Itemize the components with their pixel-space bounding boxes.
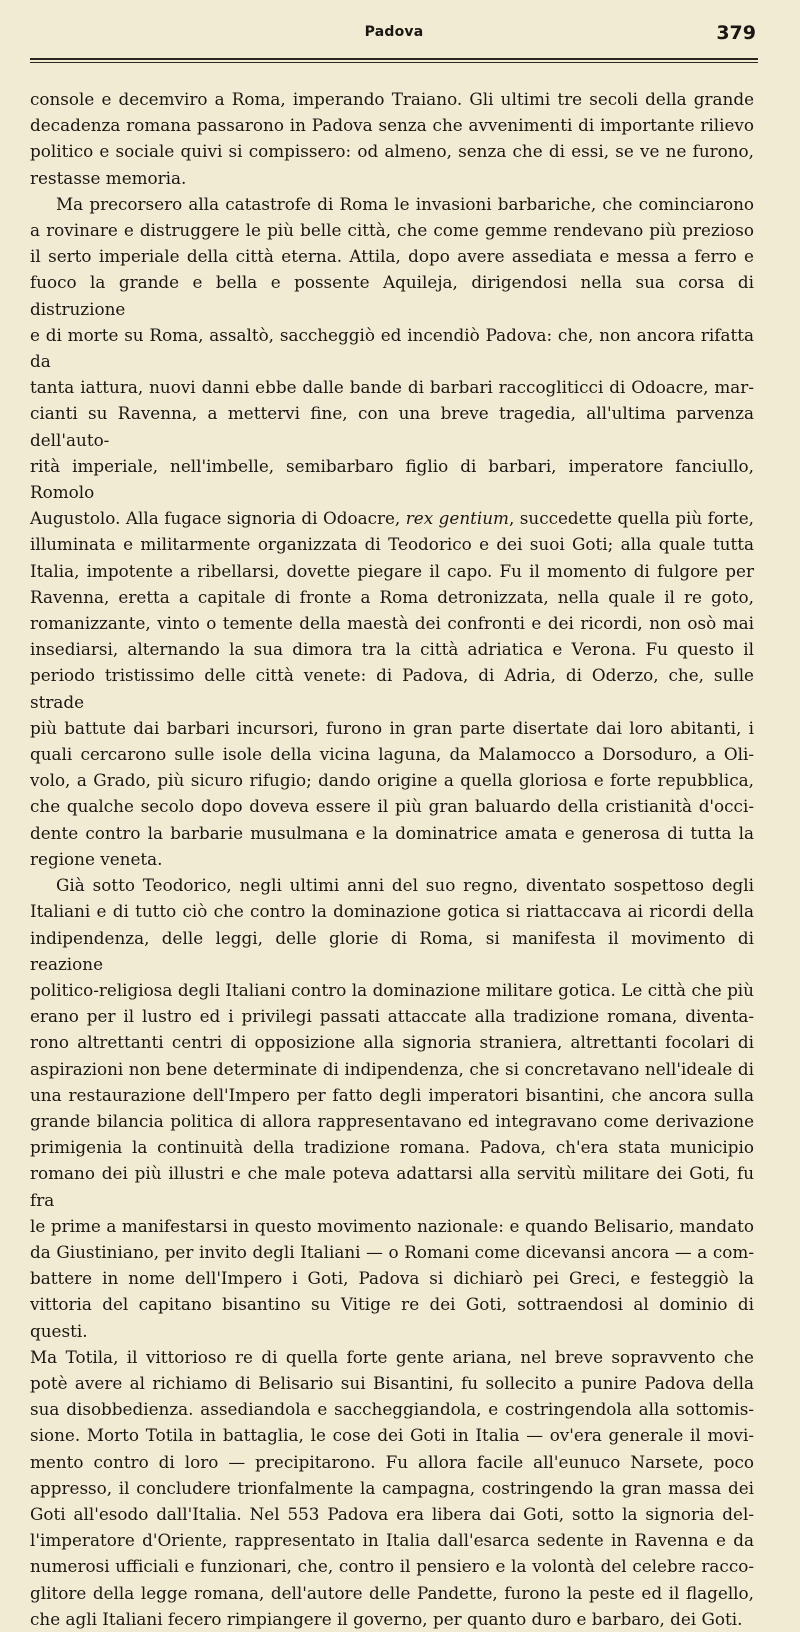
text-line: indipendenza, delle leggi, delle glorie di Roma, si manifesta il movimento di reazione xyxy=(30,927,754,974)
text-line: Italia, impotente a ribellarsi, dovette piegare il capo. Fu il momento di fulgore per xyxy=(30,560,754,581)
text-line: a rovinare e distruggere le più belle città, che come gemme rendevano più prezioso xyxy=(30,220,754,241)
text-line: che qualche secolo dopo doveva essere il più gran baluardo della cristianità d'occi- xyxy=(30,796,754,817)
text-line: romano dei più illustri e che male poteva adattarsi alla servitù militare dei Goti, fu fra xyxy=(30,1163,754,1210)
text-line: le prime a manifestarsi in questo movimento nazionale: e quando Belisario, mandato xyxy=(30,1215,754,1236)
text-line: volo, a Grado, più sicuro rifugio; dando origine a quella gloriosa e forte repubblica, xyxy=(30,770,754,791)
text-line: più battute dai barbari incursori, furono in gran parte disertate dai loro abitanti, i xyxy=(30,717,754,738)
paragraph xyxy=(30,872,754,1632)
text-line: numerosi ufficiali e funzionari, che, contro il pensiero e la volontà del celebre racco- xyxy=(30,1556,754,1577)
running-title: Padova xyxy=(364,24,424,40)
text-line: Già sotto Teodorico, negli ultimi anni del suo regno, diventato sospettoso degli xyxy=(56,875,754,896)
text-line: console e decemviro a Roma, imperando Traiano. Gli ultimi tre secoli della grande xyxy=(30,89,754,109)
text-line: insediarsi, alternando la sua dimora tra la città adriatica e Verona. Fu questo il xyxy=(30,639,754,660)
text-line: romanizzante, vinto o temente della maestà dei confronti e dei ricordi, non osò mai xyxy=(30,613,754,634)
text-line: potè avere al richiamo di Belisario sui Bisantini, fu sollecito a punire Padova della xyxy=(30,1372,754,1393)
text-line: Ravenna, eretta a capitale di fronte a Roma detronizzata, nella quale il re goto, xyxy=(30,586,754,607)
paragraph xyxy=(30,86,754,191)
text-line: fuoco la grande e bella e possente Aquileja, dirigendosi nella sua corsa di distruzione xyxy=(30,272,754,319)
text-line: sua disobbedienza. assediandola e saccheggiandola, e costringendola alla sottomis- xyxy=(30,1399,754,1420)
text-line: Augustolo. Alla fugace signoria di Odoacre, rex gentium, succedette quella più forte, xyxy=(30,508,754,529)
text-line: che agli Italiani fecero rimpiangere il governo, per quanto duro e barbaro, dei Goti. xyxy=(30,1608,743,1629)
body-text xyxy=(30,86,754,1632)
text-line: Ma Totila, il vittorioso re di quella forte gente ariana, nel breve sopravvento che xyxy=(30,1346,754,1367)
text-line: rità imperiale, nell'imbelle, semibarbaro figlio di barbari, imperatore fanciullo, Romolo xyxy=(30,455,754,503)
text-line: dente contro la barbarie musulmana e la dominatrice amata e generosa di tutta la xyxy=(30,822,754,843)
text-line: grande bilancia politica di allora rappresentavano ed integravano come derivazione xyxy=(30,1110,754,1131)
text-line: Ma precorsero alla catastrofe di Roma le invasioni barbariche, che cominciarono xyxy=(56,193,754,214)
page-number: 379 xyxy=(716,22,756,44)
text-line: Goti all'esodo dall'Italia. Nel 553 Padova era libera dai Goti, sotto la signoria del- xyxy=(30,1503,754,1524)
text-line: politico e sociale quivi si compissero: od almeno, senza che di essi, se ve ne furono, xyxy=(30,141,754,162)
text-line: regione veneta. xyxy=(30,848,163,869)
text-line: aspirazioni non bene determinate di indipendenza, che si concretavano nell'ideale di xyxy=(30,1058,754,1079)
text-line: rono altrettanti centri di opposizione alla signoria straniera, altrettanti focolari di xyxy=(30,1032,754,1053)
text-line: una restaurazione dell'Impero per fatto degli imperatori bisantini, che ancora sulla xyxy=(30,1084,754,1105)
header-rule xyxy=(30,58,758,62)
text-line: periodo tristissimo delle città venete: di Padova, di Adria, di Oderzo, che, sulle strade xyxy=(30,665,754,712)
text-line: sione. Morto Totila in battaglia, le cose dei Goti in Italia — ov'era generale il movi- xyxy=(30,1425,754,1446)
text-line: tanta iattura, nuovi danni ebbe dalle bande di barbari raccogliticci di Odoacre, mar- xyxy=(30,377,754,398)
text-line: illuminata e militarmente organizzata di Teodorico e dei suoi Goti; alla quale tutta xyxy=(30,534,754,555)
text-line: decadenza romana passarono in Padova senza che avvenimenti di importante rilievo xyxy=(30,115,754,136)
text-line: glitore della legge romana, dell'autore delle Pandette, furono la peste ed il flagello, xyxy=(30,1582,754,1603)
running-head xyxy=(32,22,756,48)
text-line: Italiani e di tutto ciò che contro la dominazione gotica si riattaccava ai ricordi della xyxy=(30,901,754,922)
text-line: restasse memoria. xyxy=(30,167,187,188)
text-line: il serto imperiale della città eterna. Attila, dopo avere assediata e messa a ferro e xyxy=(30,246,754,267)
text-line: vittoria del capitano bisantino su Vitige re dei Goti, sottraendosi al dominio di questi. xyxy=(30,1294,754,1341)
text-line: battere in nome dell'Impero i Goti, Padova si dichiarò pei Greci, e festeggiò la xyxy=(30,1268,754,1289)
text-line: mento contro di loro — precipitarono. Fu allora facile all'eunuco Narsete, poco xyxy=(30,1451,754,1472)
text-line: politico-religiosa degli Italiani contro la dominazione militare gotica. Le città che più xyxy=(30,979,754,1000)
text-line: e di morte su Roma, assaltò, saccheggiò ed incendiò Padova: che, non ancora rifatta da xyxy=(30,324,754,372)
text-line: erano per il lustro ed i privilegi passati attaccate alla tradizione romana, diventa- xyxy=(30,1006,754,1027)
text-line: l'imperatore d'Oriente, rappresentato in Italia dall'esarca sedente in Ravenna e da xyxy=(30,1530,754,1551)
paragraph xyxy=(30,191,754,872)
text-line: appresso, il concludere trionfalmente la campagna, costringendo la gran massa dei xyxy=(30,1477,754,1498)
text-line: cianti su Ravenna, a mettervi fine, con una breve tragedia, all'ultima parvenza dell'auto- xyxy=(30,403,754,450)
text-line: primigenia la continuità della tradizione romana. Padova, ch'era stata municipio xyxy=(30,1137,754,1158)
text-line: quali cercarono sulle isole della vicina laguna, da Malamocco a Dorsoduro, a Oli- xyxy=(30,744,754,765)
text-line: da Giustiniano, per invito degli Italiani — o Romani come dicevansi ancora — a com- xyxy=(30,1241,754,1262)
